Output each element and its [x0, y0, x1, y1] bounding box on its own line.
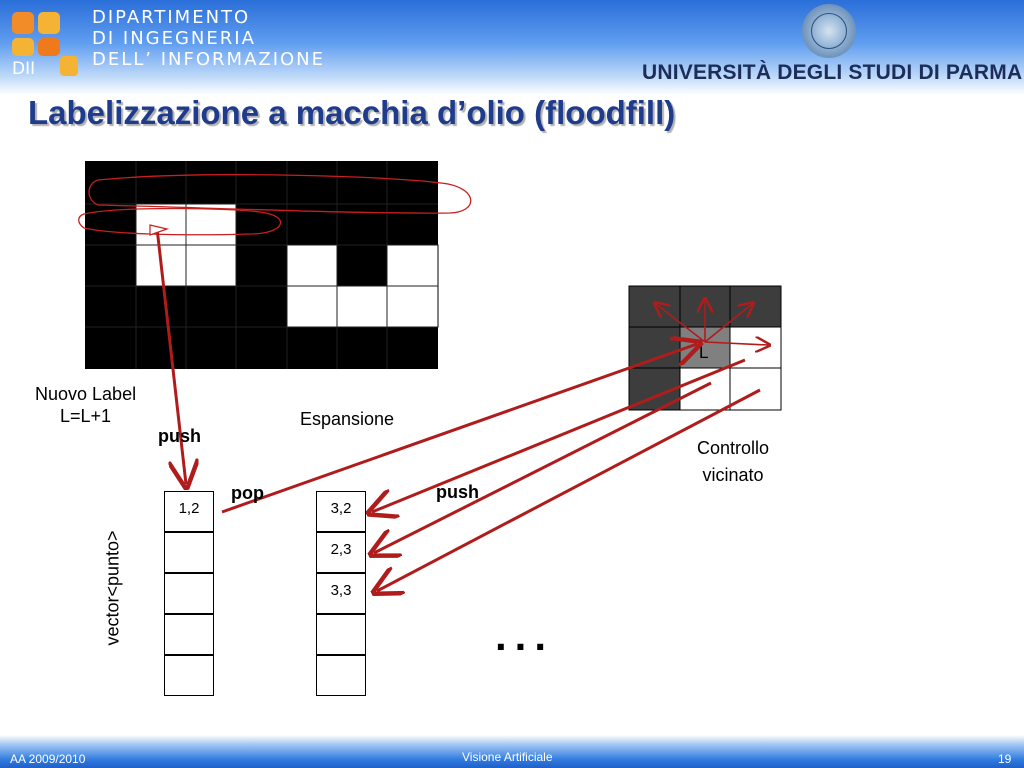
espansione-label: Espansione	[300, 409, 395, 429]
stack-left-cell	[164, 655, 214, 696]
stack-right-cell: 3,2	[316, 491, 366, 532]
neighbor-center-label: L	[699, 343, 709, 362]
stack-right-cell: 2,3	[316, 532, 366, 573]
controllo-vicinato-label: Controllo vicinato	[697, 438, 770, 485]
footer-course: Visione Artificiale	[462, 750, 553, 764]
binary-image-grid	[85, 161, 438, 369]
university-name: UNIVERSITÀ DEGLI STUDI DI PARMA	[642, 61, 1023, 84]
push-label-right: push	[436, 482, 479, 502]
slide-title: Labelizzazione a macchia d’olio (floodfill)	[28, 94, 676, 131]
push-label-left: push	[158, 426, 201, 446]
footer-year: AA 2009/2010	[10, 752, 86, 766]
svg-text:DII: DII	[12, 59, 36, 78]
stack-right-cell	[316, 614, 366, 655]
vector-punto-label: vector<punto>	[102, 530, 123, 646]
department-name: DIPARTIMENTO DI INGEGNERIA DELL’ INFORMAZIONE	[92, 7, 326, 70]
ellipsis-dots: ...	[495, 612, 555, 659]
stack-left-cell	[164, 532, 214, 573]
nuovo-label-text: Nuovo Label L=L+1	[35, 384, 137, 426]
stack-right-cell	[316, 655, 366, 696]
stack-left-cell: 1,2	[164, 491, 214, 532]
footer-bar	[0, 735, 1024, 768]
pop-label: pop	[231, 483, 264, 503]
footer-page-number: 19	[998, 752, 1012, 766]
stack-left-cell	[164, 573, 214, 614]
stack-left-cell	[164, 614, 214, 655]
stack-right-cell: 3,3	[316, 573, 366, 614]
